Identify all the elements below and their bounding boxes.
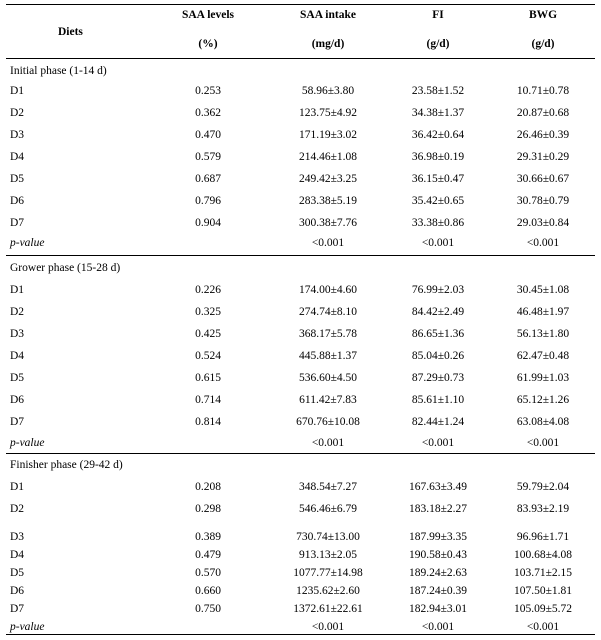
header-saa-levels-unit: (%) <box>198 38 218 50</box>
header-diets: Diets <box>58 26 83 38</box>
table-cell-fi: 76.99±2.03 <box>411 284 465 296</box>
table-cell-fi: 34.38±1.37 <box>411 107 465 119</box>
table-cell-saa-level: 0.570 <box>195 567 221 579</box>
table-cell-bwg: 30.66±0.67 <box>516 173 570 185</box>
table-cell-diet: D7 <box>10 603 25 615</box>
table-cell-saa-level: 0.325 <box>195 306 221 318</box>
table-cell-saa-intake: 913.13±2.05 <box>298 549 358 561</box>
header-bwg-unit: (g/d) <box>531 38 555 50</box>
table-cell-bwg: 107.50±1.81 <box>513 585 573 597</box>
header-saa-levels: SAA levels <box>181 9 235 21</box>
table-cell-saa-level: 0.389 <box>195 531 221 543</box>
table-cell-fi: 167.63±3.49 <box>408 481 468 493</box>
table-cell-saa-level: 0.750 <box>195 603 221 615</box>
table-cell-saa-intake: 58.96±3.80 <box>301 85 355 97</box>
table-cell-saa-level: 0.425 <box>195 328 221 340</box>
table-cell-diet: D2 <box>10 107 25 119</box>
section-title: Initial phase (1-14 d) <box>10 65 107 77</box>
table-cell-diet: D6 <box>10 585 25 597</box>
table-cell-bwg: 103.71±2.15 <box>513 567 573 579</box>
table-cell-bwg: 30.78±0.79 <box>516 195 570 207</box>
table-cell-bwg: 61.99±1.03 <box>516 372 570 384</box>
table-cell-saa-level: 0.904 <box>195 217 221 229</box>
table-cell-fi: 36.98±0.19 <box>411 151 465 163</box>
table-cell-diet: D1 <box>10 85 25 97</box>
table-cell-fi: 86.65±1.36 <box>411 328 465 340</box>
p-value-saa-intake: <0.001 <box>311 621 345 633</box>
table-cell-bwg: 105.09±5.72 <box>513 603 573 615</box>
table-cell-diet: D7 <box>10 217 25 229</box>
p-value-fi: <0.001 <box>421 237 455 249</box>
table-cell-saa-level: 0.796 <box>195 195 221 207</box>
table-cell-diet: D3 <box>10 328 25 340</box>
section-title: Finisher phase (29-42 d) <box>10 459 123 471</box>
table-cell-saa-level: 0.208 <box>195 481 221 493</box>
p-value-fi: <0.001 <box>421 621 455 633</box>
p-value-fi: <0.001 <box>421 437 455 449</box>
table-cell-saa-level: 0.362 <box>195 107 221 119</box>
table-cell-bwg: 83.93±2.19 <box>516 503 570 515</box>
table-cell-fi: 84.42±2.49 <box>411 306 465 318</box>
table-cell-saa-intake: 174.00±4.60 <box>298 284 358 296</box>
table-cell-saa-intake: 445.88±1.37 <box>298 350 358 362</box>
p-value-bwg: <0.001 <box>526 437 560 449</box>
section-rule <box>6 255 595 256</box>
table-cell-saa-intake: 730.74±13.00 <box>296 531 360 543</box>
table-cell-fi: 189.24±2.63 <box>408 567 468 579</box>
section-rule <box>6 453 595 454</box>
top-rule <box>6 4 595 5</box>
table-cell-saa-level: 0.226 <box>195 284 221 296</box>
table-cell-saa-intake: 611.42±7.83 <box>299 394 357 406</box>
table-cell-diet: D6 <box>10 195 25 207</box>
table-cell-diet: D3 <box>10 531 25 543</box>
table-cell-saa-level: 0.814 <box>195 416 221 428</box>
table-cell-bwg: 29.31±0.29 <box>516 151 570 163</box>
table-cell-saa-level: 0.524 <box>195 350 221 362</box>
table-cell-bwg: 56.13±1.80 <box>516 328 570 340</box>
table-cell-bwg: 62.47±0.48 <box>516 350 570 362</box>
table-cell-diet: D3 <box>10 129 25 141</box>
table-cell-diet: D1 <box>10 284 25 296</box>
table-cell-bwg: 96.96±1.71 <box>516 531 570 543</box>
table-cell-saa-intake: 1077.77±14.98 <box>293 567 363 579</box>
table-cell-saa-intake: 536.60±4.50 <box>298 372 358 384</box>
table-cell-fi: 33.38±0.86 <box>411 217 465 229</box>
table-cell-saa-intake: 670.76±10.08 <box>296 416 360 428</box>
table-cell-diet: D4 <box>10 350 25 362</box>
table-cell-fi: 87.29±0.73 <box>411 372 465 384</box>
p-value-bwg: <0.001 <box>526 621 560 633</box>
table-cell-saa-intake: 368.17±5.78 <box>298 328 358 340</box>
table-cell-bwg: 20.87±0.68 <box>516 107 570 119</box>
table-cell-saa-level: 0.714 <box>195 394 221 406</box>
table-cell-saa-intake: 274.74±8.10 <box>298 306 358 318</box>
table-cell-saa-level: 0.470 <box>195 129 221 141</box>
table-cell-fi: 82.44±1.24 <box>411 416 465 428</box>
p-value-label: p-value <box>10 621 45 633</box>
header-saa-intake: SAA intake <box>300 9 356 21</box>
table-cell-saa-level: 0.479 <box>195 549 221 561</box>
table-cell-diet: D4 <box>10 549 25 561</box>
table-cell-fi: 85.61±1.10 <box>411 394 465 406</box>
table-cell-diet: D5 <box>10 567 25 579</box>
bottom-rule <box>6 634 595 635</box>
table-cell-saa-intake: 546.46±6.79 <box>298 503 358 515</box>
table-cell-bwg: 10.71±0.78 <box>516 85 570 97</box>
header-bwg: BWG <box>528 9 558 21</box>
table-cell-fi: 35.42±0.65 <box>411 195 465 207</box>
table-cell-diet: D4 <box>10 151 25 163</box>
section-title: Grower phase (15-28 d) <box>10 262 121 274</box>
table-cell-fi: 36.42±0.64 <box>411 129 465 141</box>
table-cell-fi: 190.58±0.43 <box>408 549 468 561</box>
table-cell-diet: D1 <box>10 481 25 493</box>
header-fi: FI <box>432 9 444 21</box>
p-value-label: p-value <box>10 437 45 449</box>
table-cell-bwg: 100.68±4.08 <box>513 549 573 561</box>
table-cell-bwg: 59.79±2.04 <box>516 481 570 493</box>
header-saa-intake-unit: (mg/d) <box>311 38 345 50</box>
table-cell-bwg: 46.48±1.97 <box>516 306 570 318</box>
table-cell-bwg: 65.12±1.26 <box>516 394 570 406</box>
table-cell-bwg: 26.46±0.39 <box>516 129 570 141</box>
table-cell-diet: D5 <box>10 372 25 384</box>
table-cell-saa-intake: 300.38±7.76 <box>298 217 358 229</box>
p-value-label: p-value <box>10 237 45 249</box>
p-value-saa-intake: <0.001 <box>311 437 345 449</box>
table-cell-saa-intake: 214.46±1.08 <box>298 151 358 163</box>
table-cell-saa-level: 0.579 <box>195 151 221 163</box>
table-cell-saa-intake: 348.54±7.27 <box>298 481 358 493</box>
p-value-bwg: <0.001 <box>526 237 560 249</box>
table-cell-diet: D2 <box>10 306 25 318</box>
table-cell-saa-level: 0.615 <box>195 372 221 384</box>
table-cell-saa-level: 0.660 <box>195 585 221 597</box>
header-fi-unit: (g/d) <box>426 38 450 50</box>
table-cell-diet: D7 <box>10 416 25 428</box>
table-cell-saa-level: 0.298 <box>195 503 221 515</box>
p-value-saa-intake: <0.001 <box>311 237 345 249</box>
table-cell-saa-intake: 171.19±3.02 <box>298 129 358 141</box>
table-cell-bwg: 63.08±4.08 <box>516 416 570 428</box>
table-cell-fi: 23.58±1.52 <box>411 85 465 97</box>
table-cell-diet: D5 <box>10 173 25 185</box>
table-cell-saa-intake: 1372.61±22.61 <box>293 603 363 615</box>
table-cell-saa-level: 0.687 <box>195 173 221 185</box>
table-cell-fi: 187.99±3.35 <box>408 531 468 543</box>
table-cell-diet: D6 <box>10 394 25 406</box>
table-cell-fi: 182.94±3.01 <box>408 603 468 615</box>
table-cell-fi: 183.18±2.27 <box>408 503 468 515</box>
table-cell-diet: D2 <box>10 503 25 515</box>
table-cell-bwg: 30.45±1.08 <box>516 284 570 296</box>
table-cell-fi: 36.15±0.47 <box>411 173 465 185</box>
table-cell-saa-intake: 123.75±4.92 <box>298 107 358 119</box>
table-cell-saa-intake: 249.42±3.25 <box>298 173 358 185</box>
table-cell-saa-level: 0.253 <box>195 85 221 97</box>
table-cell-bwg: 29.03±0.84 <box>516 217 570 229</box>
table-cell-fi: 187.24±0.39 <box>408 585 468 597</box>
table-cell-saa-intake: 283.38±5.19 <box>298 195 358 207</box>
table-cell-saa-intake: 1235.62±2.60 <box>296 585 360 597</box>
header-rule <box>6 58 595 59</box>
table-cell-fi: 85.04±0.26 <box>411 350 465 362</box>
